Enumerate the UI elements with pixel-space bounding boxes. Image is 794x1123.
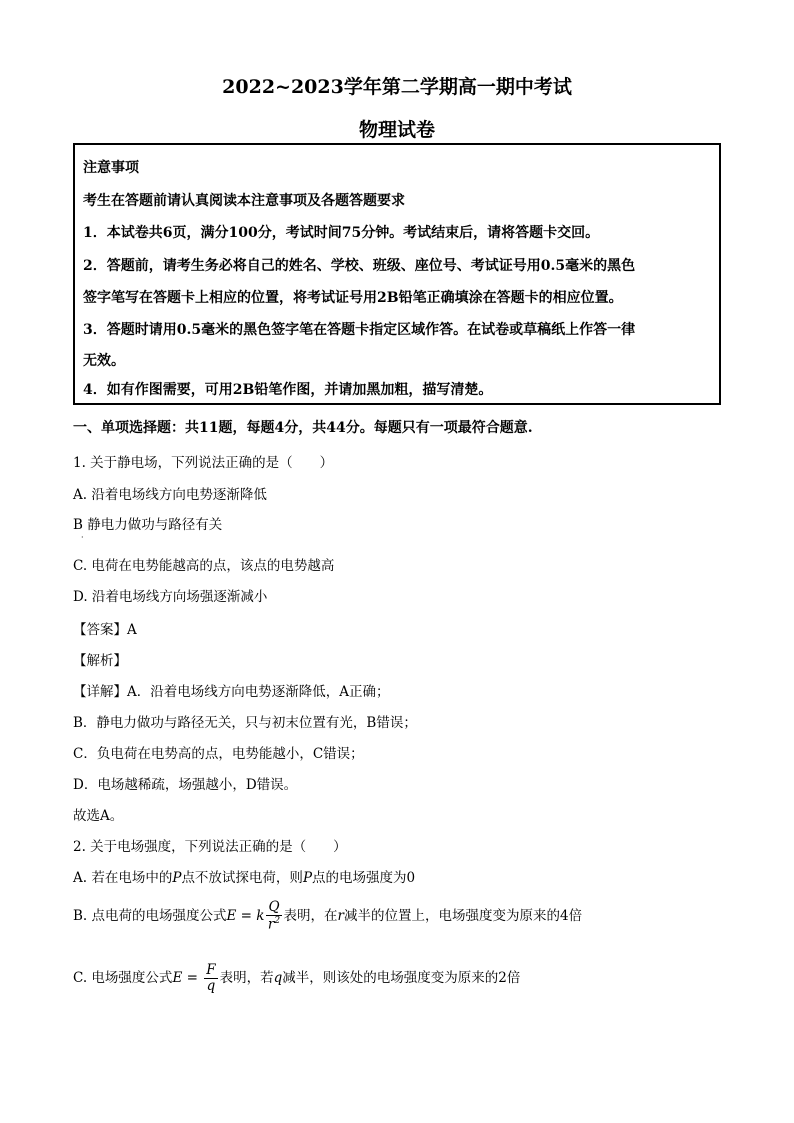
notice-box (73, 143, 721, 405)
exam-subtitle: 物理试卷 (358, 119, 435, 141)
stray-dot: · (81, 533, 84, 542)
detail-line: 故选A。 (73, 808, 124, 824)
numerator: F (206, 962, 216, 978)
section-heading: 一、单项选择题：共11题，每题4分，共44分。每题只有一项最符合题意. (73, 420, 533, 436)
fraction (204, 964, 217, 993)
notice-heading: 注意事项 (83, 160, 139, 176)
analysis-label: 【解析】 (73, 653, 127, 669)
option-a (73, 866, 415, 886)
option-d: D. 沿着电场线方向场强逐渐减小 (73, 589, 268, 605)
variable: k (256, 907, 265, 924)
text: 点的电场强度为0 (312, 870, 416, 886)
notice-item: 1．本试卷共6页，满分100分，考试时间75分钟。考试结束后，请将答题卡交回。 (83, 225, 600, 241)
text: 表明，在 (283, 907, 338, 924)
option-b: B 静电力做功与路径有关 (73, 517, 223, 533)
text: A. 若在电场中的 (73, 870, 173, 886)
option-c: C. 电荷在电势能越高的点，该点的电势越高 (73, 558, 335, 574)
equals: = (236, 907, 257, 924)
variable: r (337, 907, 345, 924)
text: 表明，若 (219, 970, 274, 986)
detail-line: C．负电荷在电势高的点，电势能越小，C错误； (73, 746, 364, 762)
detail-line: 【详解】A．沿着电场线方向电势逐渐降低，A正确； (73, 684, 390, 700)
text: C. 电场强度公式 (73, 970, 173, 986)
exam-title: 2022~2023学年第二学期高一期中考试 (222, 76, 572, 98)
variable: E (226, 907, 237, 924)
notice-item: 签字笔写在答题卡上相应的位置，将考试证号用2B铅笔正确填涂在答题卡的相应位置。 (83, 290, 623, 306)
question-stem: 1. 关于静电场，下列说法正确的是（ ） (73, 455, 334, 471)
denominator: q (206, 977, 216, 994)
variable: P (302, 870, 313, 886)
equals: = (182, 970, 203, 986)
text: B. 点电荷的电场强度公式 (73, 907, 227, 924)
text: 减半，则该处的电场强度变为原来的2倍 (282, 970, 521, 986)
answer-label: 【答案】A (73, 622, 137, 638)
variable: P (172, 870, 182, 886)
den-var: r (267, 916, 275, 932)
notice-item: 2．答题前，请考生务必将自己的姓名、学校、班级、座位号、考试证号用0.5毫米的黑色 (83, 258, 636, 274)
text: 减半的位置上，电场强度变为原来的4倍 (344, 907, 583, 924)
variable: q (273, 970, 283, 986)
denominator (266, 916, 281, 932)
option-b (73, 901, 582, 932)
question-stem: 2. 关于电场强度，下列说法正确的是（ ） (73, 839, 347, 855)
notice-item: 无效。 (83, 353, 125, 369)
text: 点不放试探电荷，则 (181, 870, 303, 886)
variable: E (172, 970, 183, 986)
notice-intro: 考生在答题前请认真阅读本注意事项及各题答题要求 (83, 193, 405, 209)
notice-item: 3．答题时请用0.5毫米的黑色签字笔在答题卡指定区域作答。在试卷或草稿纸上作答一律 (83, 322, 636, 338)
notice-item: 4．如有作图需要，可用2B铅笔作图，并请加黑加粗，描写清楚。 (83, 382, 493, 398)
detail-line: B．静电力做功与路径无关，只与初末位置有光，B错误； (73, 715, 417, 731)
exponent: 2 (274, 915, 281, 926)
option-a: A. 沿着电场线方向电势逐渐降低 (73, 487, 267, 503)
detail-line: D．电场越稀疏，场强越小，D错误。 (73, 777, 298, 793)
option-c (73, 964, 520, 993)
fraction (266, 901, 281, 932)
numerator: Q (268, 899, 280, 915)
